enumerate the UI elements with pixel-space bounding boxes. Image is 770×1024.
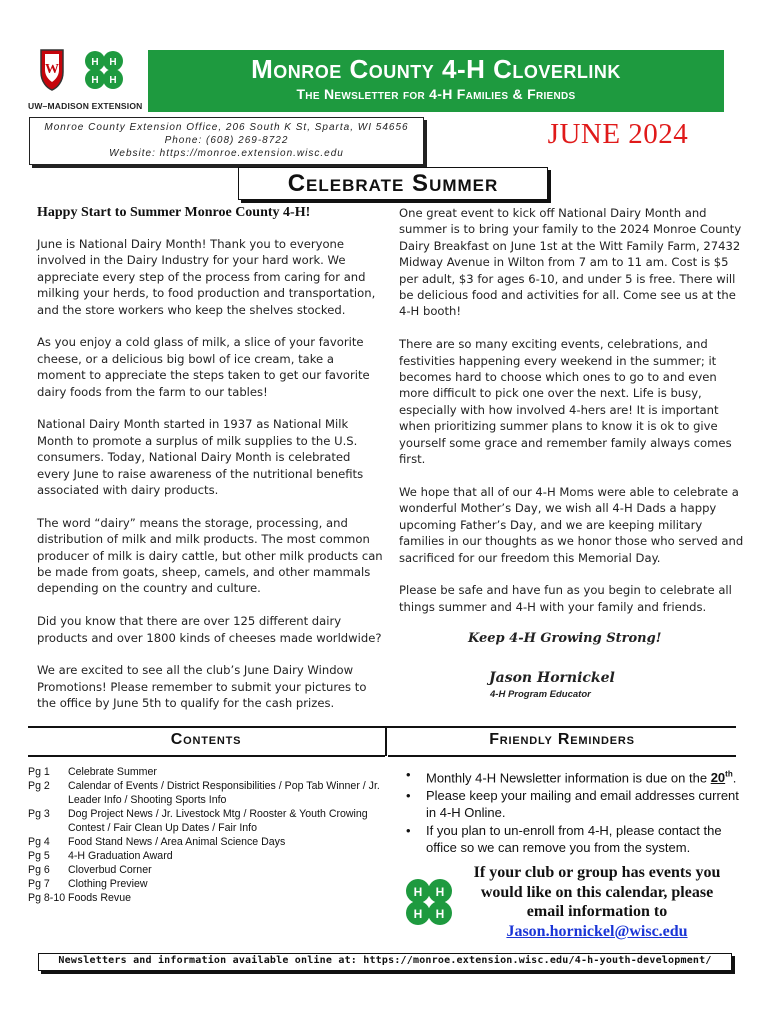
- bullet-icon: •: [406, 822, 411, 838]
- reminders-rule: [388, 755, 736, 757]
- office-phone: Phone: (608) 269-8722: [164, 135, 289, 146]
- reminder-text: Monthly 4-H Newsletter information is due on the: [426, 770, 711, 786]
- article-paragraph: We hope that all of our 4-H Moms were able to celebrate a wonderful Mother’s Day, we wish all 4-H Dads a happy upcoming Father’s Day, and we are keeping military families in our thoughts as we honor those who served and sacrificed for our freedom this Memorial Day.: [399, 484, 744, 565]
- svg-text:H: H: [91, 57, 99, 68]
- column-divider: [385, 726, 387, 756]
- feature-title: Celebrate Summer: [287, 170, 499, 197]
- contents-desc: Celebrate Summer: [68, 766, 157, 778]
- article-paragraph: National Dairy Month started in 1937 as National Milk Month to promote a surplus of milk supplies to the U.S. consumers. Today, National Dairy Month is celebrated every June to raise awareness of the nutritional benefits associated with dairy products.: [37, 417, 364, 498]
- contents-page: Pg 7: [28, 878, 50, 890]
- contents-item[interactable]: [28, 807, 383, 835]
- newsletter-subtitle: The Newsletter for 4-H Families & Friends: [296, 86, 576, 102]
- footer-box: [38, 953, 732, 971]
- reminder-text-end: .: [732, 770, 737, 786]
- office-website[interactable]: Website: https://monroe.extension.wisc.edu: [109, 148, 344, 159]
- reminder-text: If you plan to un-enroll from 4-H, please contact the office so we can remove you from the system.: [426, 822, 722, 855]
- contents-item[interactable]: [28, 849, 383, 863]
- article-paragraph: June is National Dairy Month! Thank you to everyone involved in the Dairy Industry for your hard work. We appreciate every step of the process from caring for and milking your herds, to food production and transportation, and the store workers who keep the shelves stocked.: [37, 237, 376, 317]
- contents-page: Pg 3: [28, 808, 50, 820]
- issue-date: JUNE 2024: [547, 118, 689, 150]
- reminder-item: [404, 822, 744, 857]
- contents-page: Pg 8-10: [28, 892, 66, 904]
- callout-text: If your club or group has events you would like on this calendar, please email information to: [473, 864, 721, 920]
- article-paragraph: One great event to kick off National Dairy Month and summer is to bring your family to the 2024 Monroe County Dairy Breakfast on June 1st at the Witt Family Farm, 27432 Midway Avenue in Wilton from 7 am to 11 am. Cost is $5 per adult, $3 for ages 6-10, and under 5 is free. There will be delicious food and activities for all. Come see us at the 4-H booth!: [399, 206, 742, 319]
- address-box: [29, 117, 424, 165]
- contents-item[interactable]: [28, 877, 383, 891]
- reminder-item: [404, 766, 744, 787]
- signature: Jason Hornickel: [489, 670, 615, 686]
- feature-title-box: [238, 167, 548, 200]
- due-day: 20: [710, 770, 726, 786]
- section-divider: [28, 726, 736, 728]
- footer-text[interactable]: Newsletters and information available online at: https://monroe.extension.wisc.edu/4-h-youth-development/: [58, 955, 712, 966]
- callout-email-link[interactable]: Jason.hornickel@wisc.edu: [506, 922, 688, 940]
- bullet-icon: •: [406, 767, 411, 782]
- contents-desc: Food Stand News / Area Animal Science Days: [68, 836, 286, 848]
- contents-item[interactable]: [28, 765, 383, 779]
- extension-label: UW–MADISON EXTENSION: [28, 101, 143, 111]
- svg-text:H: H: [109, 75, 117, 86]
- article-paragraph: There are so many exciting events, celebrations, and festivities happening every weekend in the summer; it becomes hard to choose which ones to go to and even more difficult to pick one over the next. Life is busy, especially with how involved 4-hers are! It is important when prioritizing summer plans to know it is ok to give yourself some grace and remember family always comes first.: [399, 337, 732, 467]
- article-paragraph: Please be safe and have fun as you begin to celebrate all things summer and 4-H with your family and friends.: [399, 583, 732, 614]
- contents-item[interactable]: [28, 779, 383, 807]
- calendar-callout: [463, 863, 731, 941]
- title-banner: [148, 50, 724, 112]
- due-day-suffix: th: [725, 770, 733, 779]
- article-paragraph: The word “dairy” means the storage, processing, and distribution of milk and milk products. The most common producer of milk is dairy cattle, but other milk products can be made from goats, sheep, camels, and other mammals depending on the country and culture.: [37, 515, 383, 596]
- article-right-column: [399, 205, 747, 632]
- four-h-clover-icon: [403, 876, 455, 928]
- signer-title: 4-H Program Educator: [490, 689, 591, 700]
- four-h-clover-icon: [85, 51, 123, 89]
- contents-page: Pg 1: [28, 766, 50, 778]
- bullet-icon: •: [406, 787, 411, 803]
- svg-text:H: H: [413, 885, 423, 899]
- contents-desc: 4-H Graduation Award: [68, 850, 173, 862]
- article-paragraph: We are excited to see all the club’s June Dairy Window Promotions! Please remember to submit your pictures to the office by June 5th to qualify for the cash prizes.: [37, 663, 367, 711]
- reminder-text: Please keep your mailing and email addresses current in 4-H Online.: [426, 787, 739, 821]
- contents-desc: Foods Revue: [68, 892, 132, 904]
- office-address: Monroe County Extension Office, 206 South K St, Sparta, WI 54656: [44, 122, 409, 133]
- svg-text:H: H: [109, 57, 117, 68]
- contents-page: Pg 6: [28, 864, 50, 876]
- reminders-list: [404, 766, 744, 856]
- contents-page: Pg 2: [28, 780, 50, 792]
- svg-text:H: H: [413, 907, 423, 921]
- contents-heading: Contents: [170, 731, 242, 748]
- logo-graphics: [28, 46, 144, 106]
- reminders-heading: Friendly Reminders: [489, 731, 635, 748]
- svg-text:H: H: [435, 907, 445, 921]
- contents-list: [28, 765, 383, 905]
- article-left-column: [37, 236, 383, 728]
- article-paragraph: As you enjoy a cold glass of milk, a slice of your favorite cheese, or a delicious big bowl of ice cream, take a moment to appreciate the steps taken to get our favorite dairy foods from the farm to our tables!: [37, 335, 370, 399]
- contents-rule: [28, 755, 385, 757]
- contents-page: Pg 4: [28, 836, 50, 848]
- svg-text:H: H: [91, 75, 99, 86]
- newsletter-title: Monroe County 4-H Cloverlink: [251, 54, 621, 84]
- contents-desc: Dog Project News / Jr. Livestock Mtg / Rooster & Youth Crowing Contest / Fair Clean Up Dates / Fair Info: [68, 808, 368, 834]
- contents-desc: Calendar of Events / District Responsibilities / Pop Tab Winner / Jr. Leader Info / Shooting Sports Info: [68, 780, 380, 806]
- slogan: Keep 4-H Growing Strong!: [468, 631, 662, 646]
- article-paragraph: Did you know that there are over 125 different dairy products and over 1800 kinds of cheeses made worldwide?: [37, 614, 382, 645]
- svg-text:H: H: [435, 885, 445, 899]
- article-greeting: Happy Start to Summer Monroe County 4-H!: [37, 205, 311, 220]
- contents-desc: Clothing Preview: [68, 878, 148, 890]
- svg-text:W: W: [45, 62, 59, 77]
- contents-item[interactable]: [28, 863, 383, 877]
- contents-desc: Cloverbud Corner: [68, 864, 152, 876]
- reminder-item: [404, 787, 744, 822]
- contents-item[interactable]: [28, 835, 383, 849]
- contents-item[interactable]: [28, 891, 383, 905]
- contents-page: Pg 5: [28, 850, 50, 862]
